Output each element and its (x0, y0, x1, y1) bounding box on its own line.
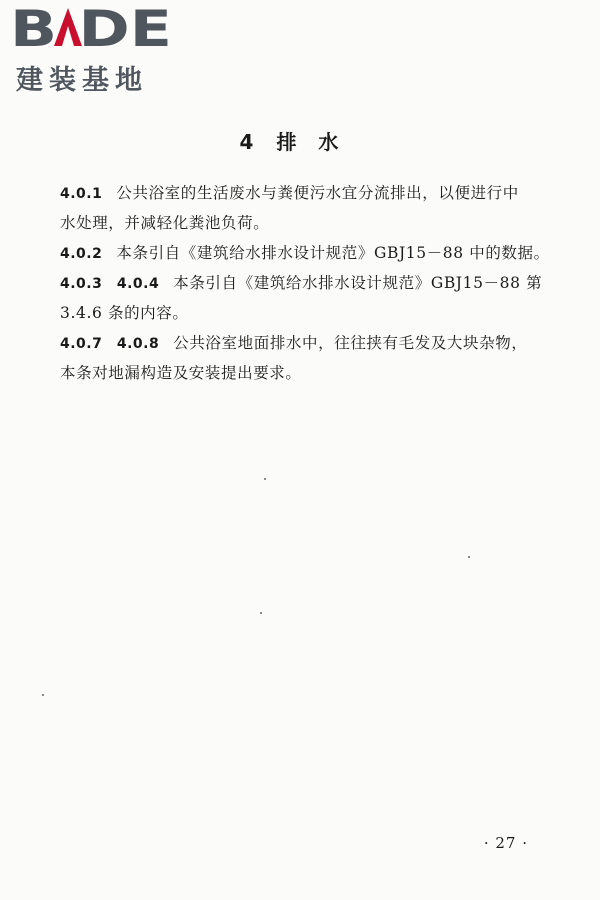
section-title: 排水 (276, 130, 361, 154)
text-line (60, 298, 560, 328)
clause-text: 公共浴室地面排水中，往往挟有毛发及大块杂物， (173, 334, 528, 352)
svg-text:B DE: B DE (10, 2, 172, 52)
clause-number: 4.0.7 4.0.8 (60, 336, 160, 352)
text-line (60, 268, 560, 298)
clause-text: 3.4.6 条的内容。 (60, 304, 189, 322)
page-number: · 27 · (483, 834, 528, 852)
clause-text: 公共浴室的生活废水与粪便污水宜分流排出，以便进行中 (116, 184, 519, 202)
scan-speck (260, 612, 262, 614)
scan-speck (468, 556, 470, 558)
section-heading (0, 126, 600, 155)
clause-text: 本条引自《建筑给水排水设计规范》GBJ15－88 第 (173, 274, 543, 292)
scan-speck (42, 694, 44, 696)
text-line (60, 358, 560, 388)
clause-number: 4.0.3 4.0.4 (60, 276, 160, 292)
document-body (60, 178, 560, 388)
bade-logo-mark-icon (10, 2, 175, 52)
text-line (60, 238, 560, 268)
clause-text: 本条对地漏构造及安装提出要求。 (60, 364, 302, 382)
clause-text: 本条引自《建筑给水排水设计规范》GBJ15－88 中的数据。 (116, 244, 550, 262)
clause-number: 4.0.1 (60, 186, 103, 202)
section-number: 4 (239, 130, 256, 154)
text-line (60, 328, 560, 358)
clause-number: 4.0.2 (60, 246, 103, 262)
text-line (60, 178, 560, 208)
bade-logo (10, 2, 175, 96)
scan-speck (264, 478, 266, 480)
logo-subtitle: 建装基地 (16, 65, 148, 96)
text-line (60, 208, 560, 238)
clause-text: 水处理，并减轻化粪池负荷。 (60, 214, 270, 232)
